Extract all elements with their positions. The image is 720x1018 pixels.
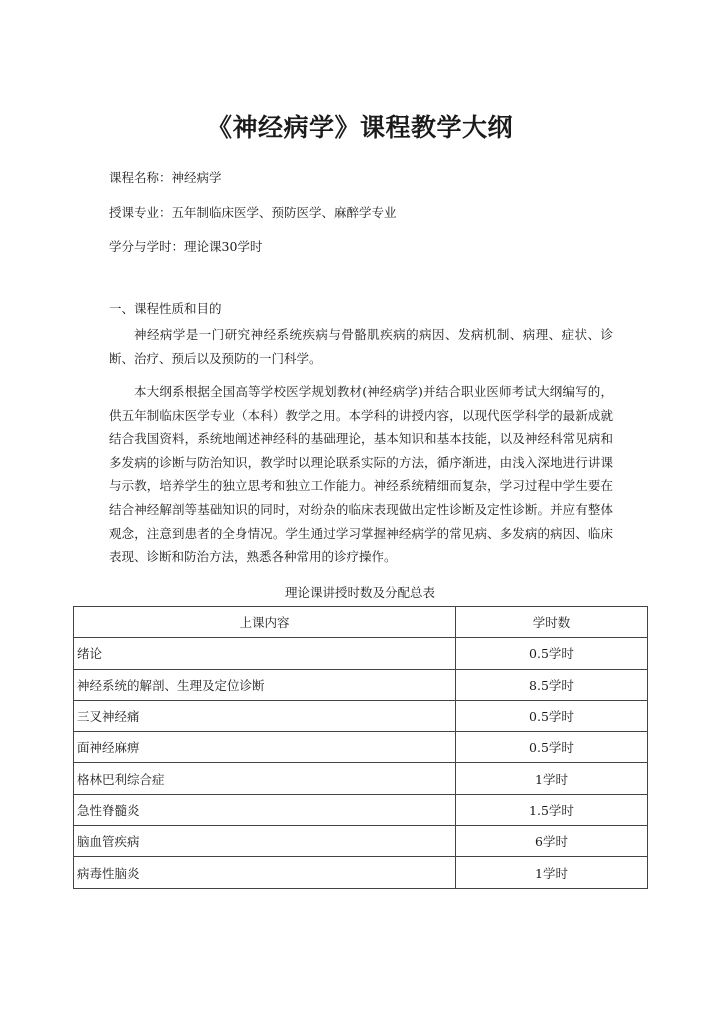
header-content: 上课内容: [74, 607, 456, 638]
row-hours: 1学时: [456, 857, 648, 888]
row-hours: 0.5学时: [456, 732, 648, 763]
row-content: 格林巴利综合症: [74, 763, 456, 794]
row-hours: 1学时: [456, 763, 648, 794]
row-content: 绪论: [74, 638, 456, 669]
table-row: [74, 763, 648, 794]
table-row: [74, 638, 648, 669]
course-name: 课程名称：神经病学: [109, 170, 222, 185]
course-major: 授课专业：五年制临床医学、预防医学、麻醉学专业: [109, 205, 397, 220]
row-content: 病毒性脑炎: [74, 857, 456, 888]
header-hours: 学时数: [456, 607, 648, 638]
row-hours: 0.5学时: [456, 700, 648, 731]
table-row: [74, 669, 648, 700]
table-row: [74, 732, 648, 763]
row-content: 脑血管疾病: [74, 826, 456, 857]
table-header-row: [74, 607, 648, 638]
table-row: [74, 857, 648, 888]
table-row: [74, 826, 648, 857]
table-row: [74, 794, 648, 825]
paragraph: 神经病学是一门研究神经系统疾病与骨骼肌疾病的病因、发病机制、病理、症状、诊断、治疗、预后以及预防的一门科学。: [109, 327, 613, 366]
document-title: 《神经病学》课程教学大纲: [206, 113, 513, 142]
section-heading: 一、课程性质和目的: [109, 301, 222, 316]
course-credits: 学分与学时：理论课30学时: [109, 239, 263, 254]
table-caption: 理论课讲授时数及分配总表: [284, 585, 435, 600]
row-hours: 6学时: [456, 826, 648, 857]
row-content: 三叉神经痛: [74, 700, 456, 731]
row-content: 面神经麻痹: [74, 732, 456, 763]
row-hours: 8.5学时: [456, 669, 648, 700]
row-hours: 0.5学时: [456, 638, 648, 669]
row-hours: 1.5学时: [456, 794, 648, 825]
hours-table: [73, 606, 648, 889]
paragraph: 本大纲系根据全国高等学校医学规划教材(神经病学)并结合职业医师考试大纲编写的，供五年制临床医学专业（本科）教学之用。本学科的讲授内容，以现代医学科学的最新成就结合我国资料，系统地阐述神经科的基础理论，基本知识和基本技能，以及神经科常见病和多发病的诊断与防治知识，教学时以理论联系实际的方法，循序渐进，由浅入深地进行讲课与示教，培养学生的独立思考和独立工作能力。神经系统精细而复杂，学习过程中学生要在结合神经解剖等基础知识的同时，对纷杂的临床表现做出定性诊断及定性诊断。并应有整体观念，注意到患者的全身情况。学生通过学习掌握神经病学的常见病、多发病的病因、临床表现、诊断和防治方法，熟悉各种常用的诊疗操作。: [109, 384, 613, 565]
row-content: 神经系统的解剖、生理及定位诊断: [74, 669, 456, 700]
row-content: 急性脊髓炎: [74, 794, 456, 825]
table-row: [74, 700, 648, 731]
